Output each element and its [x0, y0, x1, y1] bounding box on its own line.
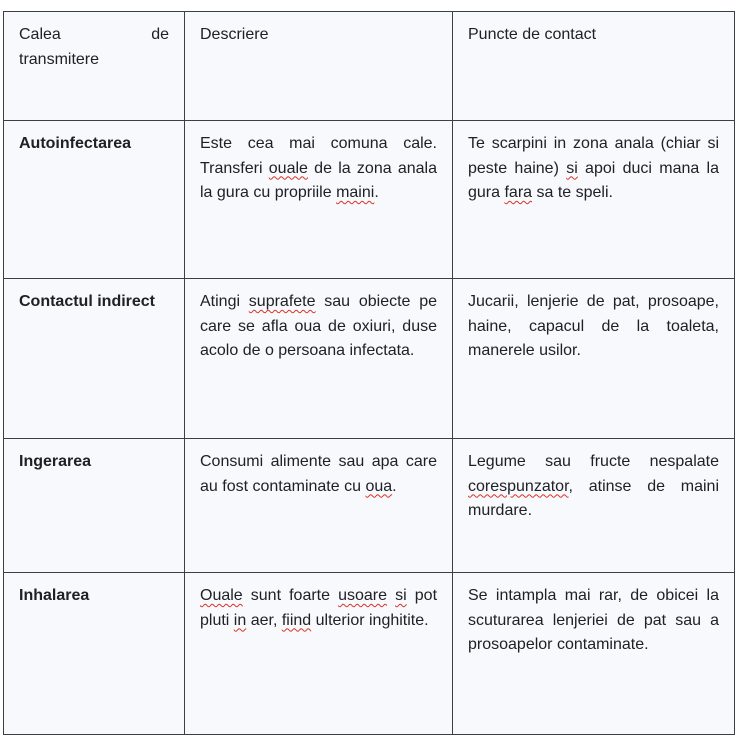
misspelled-word[interactable]: oua	[365, 477, 393, 495]
description-cell[interactable]	[185, 121, 453, 279]
text-segment: de la zona anala la gura cu propriile	[200, 159, 437, 201]
route-cell[interactable]	[4, 279, 185, 439]
text-segment: sunt foarte	[242, 587, 339, 604]
misspelled-word[interactable]: fara	[504, 184, 533, 201]
text-segment	[387, 587, 395, 604]
misspelled-word[interactable]: ouale	[268, 159, 308, 177]
text-segment: Atingi	[200, 293, 249, 310]
text-segment: .	[392, 477, 397, 495]
contact-cell[interactable]	[453, 279, 735, 439]
route-cell[interactable]	[4, 121, 185, 279]
text-segment: apoi duci mana la gura	[468, 159, 719, 201]
misspelled-word[interactable]: si	[395, 587, 407, 604]
description-cell[interactable]	[185, 279, 453, 439]
table-row	[4, 121, 735, 279]
text-segment: pot pluti	[200, 587, 438, 629]
text-segment: sa te speli.	[532, 184, 613, 201]
text-segment: ulterior inghitite.	[311, 611, 429, 629]
table-row	[4, 573, 735, 735]
header-route-line1	[19, 23, 169, 48]
header-cell-description[interactable]	[185, 12, 453, 121]
text-segment: Jucarii, lenjerie de pat, prosoape, haine, capacul de la toaleta, manerele usilor.	[468, 293, 719, 359]
misspelled-word[interactable]: suprafete	[248, 293, 316, 310]
text-segment: sau obiecte pe care se afla oua de oxiuri, duse acolo de o persoana infectata.	[200, 293, 437, 359]
header-route-word: transmitere	[19, 50, 100, 68]
text-segment: , atinse de maini murdare.	[468, 477, 719, 519]
header-description-text: Descriere	[200, 26, 269, 43]
misspelled-word[interactable]: corespunzator	[468, 477, 569, 495]
header-cell-route[interactable]	[4, 12, 185, 121]
table-row	[4, 439, 735, 573]
route-text: Inhalarea	[19, 587, 90, 604]
text-segment: Te scarpini in zona anala (chiar si peste haine)	[468, 135, 719, 177]
contact-cell[interactable]	[453, 573, 735, 735]
transmission-table	[3, 11, 735, 735]
table-row	[4, 279, 735, 439]
header-route-word: Calea	[19, 26, 61, 43]
text-segment: Consumi alimente sau apa care au fost contaminate cu	[200, 453, 437, 495]
header-contact-text: Puncte de contact	[468, 26, 597, 43]
text-segment: .	[374, 184, 379, 201]
header-route-word: de	[151, 26, 169, 43]
route-cell[interactable]	[4, 573, 185, 735]
route-cell[interactable]	[4, 439, 185, 573]
header-cell-contact-points[interactable]	[453, 12, 735, 121]
table-header-row	[4, 12, 735, 121]
description-cell[interactable]	[185, 573, 453, 735]
text-segment: Se intampla mai rar, de obicei la scuturarea lenjeriei de pat sau a prosoapelor contaminate.	[468, 587, 719, 653]
contact-cell[interactable]	[453, 439, 735, 573]
misspelled-word[interactable]: Ouale	[200, 587, 243, 604]
description-cell[interactable]	[185, 439, 453, 573]
misspelled-word[interactable]: fiind	[281, 611, 312, 629]
misspelled-word[interactable]: maini	[336, 184, 375, 201]
text-segment: Este cea mai comuna cale. Transferi	[200, 135, 437, 177]
route-text: Ingerarea	[19, 453, 92, 470]
misspelled-word[interactable]: usoare	[338, 587, 388, 604]
route-text: Contactul indirect	[19, 293, 156, 310]
contact-cell[interactable]	[453, 121, 735, 279]
misspelled-word[interactable]: in	[233, 611, 247, 629]
text-segment: aer,	[246, 611, 282, 629]
misspelled-word[interactable]: si	[566, 159, 578, 177]
route-text: Autoinfectarea	[19, 135, 132, 152]
text-segment: Legume sau fructe nespalate	[468, 453, 719, 470]
